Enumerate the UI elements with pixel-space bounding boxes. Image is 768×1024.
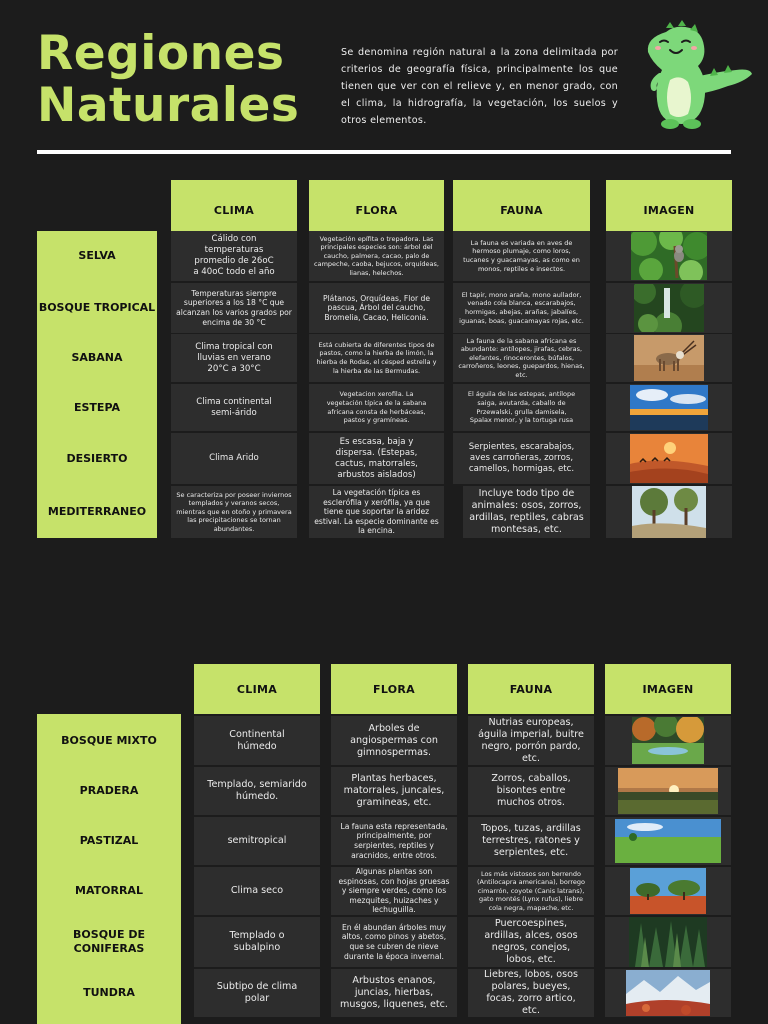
steppe-photo <box>630 385 708 430</box>
t1-estepa-clima: Clima continental semi-árido <box>171 384 297 431</box>
t1-region-estepa: ESTEPA <box>73 400 121 414</box>
page-title <box>37 28 299 132</box>
t1-desierto-clima: Clima Arido <box>171 433 297 484</box>
t2-pastizal-fauna: Topos, tuzas, ardillas terrestres, ratones y serpientes, etc. <box>468 817 594 865</box>
t1-header-imagen: IMAGEN <box>606 180 732 231</box>
t1-region-sabana: SABANA <box>71 351 123 364</box>
mixed-forest-photo <box>632 717 704 764</box>
t1-header-fauna: FAUNA <box>453 180 590 231</box>
t2-tundra-image <box>605 969 731 1017</box>
t1-selva-clima: Cálido con temperaturas promedio de 26oC a 40oC todo el año <box>171 231 297 281</box>
t2-region-pastizal: PASTIZAL <box>79 834 139 847</box>
t2-header-clima: CLIMA <box>194 664 320 714</box>
t2-pradera-clima: Templado, semiarido húmedo. <box>194 767 320 815</box>
mediterranean-photo <box>632 486 706 538</box>
t2-bosque-coniferas-flora: En él abundan árboles muy altos, como pinos y abetos, que se cubren de nieve durante la época invernal. <box>331 917 457 967</box>
conifer-forest-photo <box>629 917 707 967</box>
t2-region-pradera: PRADERA <box>79 784 139 797</box>
desert-photo <box>630 434 708 483</box>
t1-bosque-tropical-clima: Temperaturas siempre superiores a los 18 °C que alcanzan los varios grados por encima de 30 °C <box>171 283 297 333</box>
t1-bosque-tropical-image <box>606 283 732 333</box>
t2-header-imagen: IMAGEN <box>605 664 731 714</box>
t2-bosque-mixto-fauna: Nutrias europeas, águila imperial, buitre negro, porrón pardo, etc. <box>468 716 594 765</box>
prairie-photo <box>618 768 718 814</box>
t2-region-bosque-mixto: BOSQUE MIXTO <box>61 733 157 747</box>
t2-tundra-clima: Subtipo de clima polar <box>194 969 320 1017</box>
t2-pastizal-flora: La fauna esta representada, principalmente, por serpientes, reptiles y aracnidos, entre otros. <box>331 817 457 865</box>
t1-desierto-flora: Es escasa, baja y dispersa. (Estepas, cactus, matorrales, arbustos aislados) <box>309 433 444 484</box>
t2-pradera-image <box>605 767 731 815</box>
t2-region-bosque-coniferas: BOSQUE DE CONIFERAS <box>73 928 145 955</box>
t2-bosque-mixto-image <box>605 716 731 765</box>
shrubland-photo <box>630 868 706 914</box>
t1-mediterraneo-image <box>606 486 732 538</box>
t1-selva-fauna: La fauna es variada en aves de hermoso plumaje, como loros, tucanes y guacamayas, as como en monos, reptiles e insectos. <box>453 231 590 281</box>
t1-bosque-tropical-flora: Plátanos, Orquídeas, Flor de pascua, Árbol del caucho, Bromelia, Cacao, Heliconia. <box>309 283 444 333</box>
t2-bosque-mixto-flora: Arboles de angiospermas con gimnospermas. <box>331 716 457 765</box>
tundra-photo <box>626 970 710 1016</box>
t2-tundra-flora: Arbustos enanos, juncias, hierbas, musgos, liquenes, etc. <box>331 969 457 1017</box>
dinosaur-mascot-icon <box>632 20 754 130</box>
t1-desierto-image <box>606 433 732 484</box>
t1-sabana-flora: Está cubierta de diferentes tipos de pastos, como la hierba de limón, la hierba de Rodas, el césped estrella y la hierba de las Bermudas. <box>309 334 444 382</box>
grassland-photo <box>615 819 721 863</box>
tropical-forest-photo <box>634 284 704 332</box>
t1-estepa-flora: Vegetacion xerofila. La vegetación típica de la sabana africana consta de herbáceas, pastos y gramíneas. <box>309 384 444 431</box>
t2-region-matorral: MATORRAL <box>75 884 143 897</box>
t1-mediterraneo-clima: Se caracteriza por poseer inviernos templados y veranos secos, mientras que en otoño y primavera las precipitaciones se tornan abundantes. <box>171 486 297 538</box>
t1-region-selva: SELVA <box>78 249 116 262</box>
t1-sabana-clima: Clima tropical con lluvias en verano 20°C a 30°C <box>171 334 297 382</box>
t1-mediterraneo-flora: La vegetación típica es esclerófila y xerófila, ya que tiene que soportar la aridez estival. La especie dominante es la encina. <box>309 486 444 538</box>
t2-pastizal-clima: semitropical <box>194 817 320 865</box>
t2-header-flora: FLORA <box>331 664 457 714</box>
t1-region-mediterraneo: MEDITERRANEO <box>47 505 147 518</box>
t2-bosque-coniferas-fauna: Puercoespines, ardillas, alces, osos negros, conejos, lobos, etc. <box>468 917 594 967</box>
t1-estepa-image <box>606 384 732 431</box>
t2-bosque-coniferas-image <box>605 917 731 967</box>
t1-bosque-tropical-fauna: El tapir, mono araña, mono aullador, venado cola blanca, escarabajos, hormigas, abejas, arañas, jabalíes, iguanas, boas, guacamayas rojas, etc. <box>453 283 590 333</box>
t2-tundra-fauna: Liebres, lobos, osos polares, bueyes, focas, zorro artico, etc. <box>468 969 594 1017</box>
t2-bosque-coniferas-clima: Templado o subalpino <box>194 917 320 967</box>
title-line-2: Naturales <box>37 78 300 133</box>
t1-selva-flora: Vegetación epífita o trepadora. Las principales especies son: árbol del caucho, palmera, cacao, palo de campeche, caoba, bejucos, orquídeas, lianas, helechos. <box>309 231 444 281</box>
savanna-photo <box>634 335 704 381</box>
t1-header-flora: FLORA <box>309 180 444 231</box>
t2-header-fauna: FAUNA <box>468 664 594 714</box>
t1-mediterraneo-fauna: Incluye todo tipo de animales: osos, zorros, ardillas, reptiles, cabras montesas, etc. <box>463 486 590 538</box>
t2-region-tundra: TUNDRA <box>83 986 135 999</box>
title-line-1: Regiones <box>37 26 285 81</box>
t1-region-bosque-tropical: BOSQUE TROPICAL <box>38 301 156 314</box>
t2-matorral-image <box>605 867 731 915</box>
t2-pradera-fauna: Zorros, caballos, bisontes entre muchos otros. <box>468 767 594 815</box>
t1-selva-image <box>606 231 732 281</box>
intro-paragraph: Se denomina región natural a la zona delimitada por criterios de geografía física, principalmente los que tienen que ver con el relieve y, en menor grado, con el clima, la hidrografía, la vegetación, los suelos y otros elementos. <box>341 47 618 126</box>
jungle-photo <box>631 232 707 280</box>
t1-region-desierto: DESIERTO <box>66 451 128 465</box>
divider-line <box>37 150 731 154</box>
t2-matorral-fauna: Los más vistosos son berrendo (Antilocapra americana), borrego cimarrón, coyote (Canis latrans), gato montés (Lynx rufus), liebre cola negra, mapache, etc. <box>468 867 594 915</box>
t2-matorral-clima: Clima seco <box>194 867 320 915</box>
t2-bosque-mixto-clima: Continental húmedo <box>194 716 320 765</box>
t1-sabana-fauna: La fauna de la sabana africana es abundante: antílopes, jirafas, cebras, elefantes, rinocerontes, búfalos, carroñeros, leones, guepardos, hienas, etc. <box>453 334 590 382</box>
t2-pastizal-image <box>605 817 731 865</box>
t1-header-clima: CLIMA <box>171 180 297 231</box>
t1-sabana-image <box>606 334 732 382</box>
t2-matorral-flora: Algunas plantas son espinosas, con hojas gruesas y siempre verdes, como los mezquites, huizaches y lechuguilla. <box>331 867 457 915</box>
t1-estepa-fauna: El águila de las estepas, antílope saiga, avutarda, caballo de Przewalski, grulla damisela, Spalax menor, y la tortuga rusa <box>453 384 590 431</box>
t1-desierto-fauna: Serpientes, escarabajos, aves carroñeras, zorros, camellos, hormigas, etc. <box>453 433 590 484</box>
t2-pradera-flora: Plantas herbaces, matorrales, juncales, gramineas, etc. <box>331 767 457 815</box>
